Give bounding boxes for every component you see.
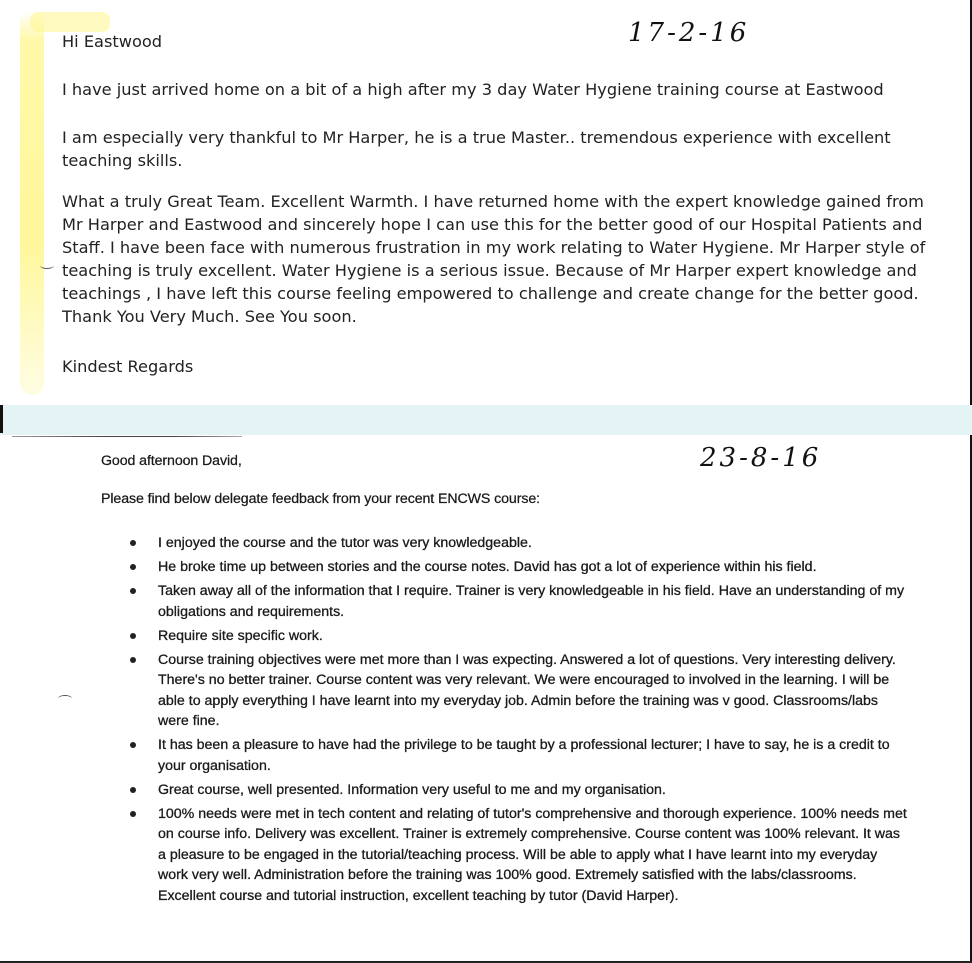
letter2-greeting: Good afternoon David, <box>101 453 242 469</box>
feedback-list <box>128 533 908 910</box>
letter1-paragraph-3: What a truly Great Team. Excellent Warmth. I have returned home with the expert knowledge gained from Mr Harper and Eastwood and sincerely hope I can use this for the better good of our Hospital Patients and Staff. I have been face with numerous frustration in my work relating to Water Hygiene. Mr Harper style of teaching is truly excellent. Water Hygiene is a serious issue. Because of Mr Harper expert knowledge and teachings , I have left this course feeling empowered to challenge and create change for the better good. Thank You Very Much. See You soon. <box>62 192 926 326</box>
feedback-item <box>128 557 908 578</box>
feedback-text: Great course, well presented. Information very useful to me and my organisation. <box>158 781 666 798</box>
feedback-text: I enjoyed the course and the tutor was very knowledgeable. <box>158 535 532 551</box>
feedback-item <box>128 650 908 732</box>
scanned-letter-2 <box>0 437 972 963</box>
scan-edge-mark <box>0 405 3 433</box>
bullet-icon <box>130 633 136 639</box>
bullet-icon <box>130 742 136 748</box>
letter1-paragraph-1: I have just arrived home on a bit of a high after my 3 day Water Hygiene training course at Eastwood <box>62 80 884 99</box>
feedback-item <box>128 581 908 622</box>
highlighter-mark <box>20 10 44 395</box>
bullet-icon <box>130 811 136 817</box>
pen-mark <box>58 695 72 702</box>
handwritten-date: 23-8-16 <box>700 443 822 473</box>
bullet-icon <box>130 564 136 570</box>
feedback-item <box>128 735 908 776</box>
feedback-text: He broke time up between stories and the course notes. David has got a lot of experience within his field. <box>158 559 817 575</box>
letter1-closing: Kindest Regards <box>62 357 194 376</box>
bullet-icon <box>130 588 136 594</box>
letter1-greeting: Hi Eastwood <box>62 32 163 51</box>
feedback-text: It has been a pleasure to have had the privilege to be taught by a professional lecturer; I have to say, he is a credit to your organisation. <box>158 737 890 774</box>
letter1-paragraph-2: I am especially very thankful to Mr Harper, he is a true Master.. tremendous experience with excellent teaching skills. <box>62 128 891 170</box>
bullet-icon <box>130 787 136 793</box>
scanned-letter-1 <box>0 0 972 405</box>
feedback-item <box>128 626 908 647</box>
feedback-text: Taken away all of the information that I require. Trainer is very knowledgeable in his field. Have an understanding of my obligations and requirements. <box>158 583 905 620</box>
handwritten-date: 17-2-16 <box>628 18 750 48</box>
feedback-item <box>128 533 908 554</box>
separator-band <box>0 405 972 435</box>
highlighter-mark-top <box>30 12 110 32</box>
feedback-item <box>128 804 908 907</box>
bullet-icon <box>130 657 136 663</box>
letter2-intro: Please find below delegate feedback from your recent ENCWS course: <box>101 491 540 507</box>
feedback-text: 100% needs were met in tech content and relating of tutor's comprehensive and thorough experience. 100% needs met on course info. Delivery was excellent. Trainer is extremely comprehensive. Course content was 100% relevant. It was a pleasure to be engaged in the tutorial/teaching process. Will be able to apply what I have learnt into my everyday work very well. Administration before the training was 100% good. Extremely satisfied with the labs/classrooms. Excellent course and tutorial instruction, excellent teaching by tutor (David Harper). <box>158 805 907 904</box>
feedback-text: Course training objectives were met more than I was expecting. Answered a lot of questions. Very interesting delivery. There's no better trainer. Course content was very relevant. We were encouraged to involved in the learning. I will be able to apply everything I have learnt into my everyday job. Admin before the training was v good. Classrooms/labs were fine. <box>158 651 896 729</box>
bullet-icon <box>130 540 136 546</box>
feedback-item <box>128 780 908 801</box>
feedback-text: Require site specific work. <box>158 627 323 644</box>
pen-mark <box>40 262 54 269</box>
